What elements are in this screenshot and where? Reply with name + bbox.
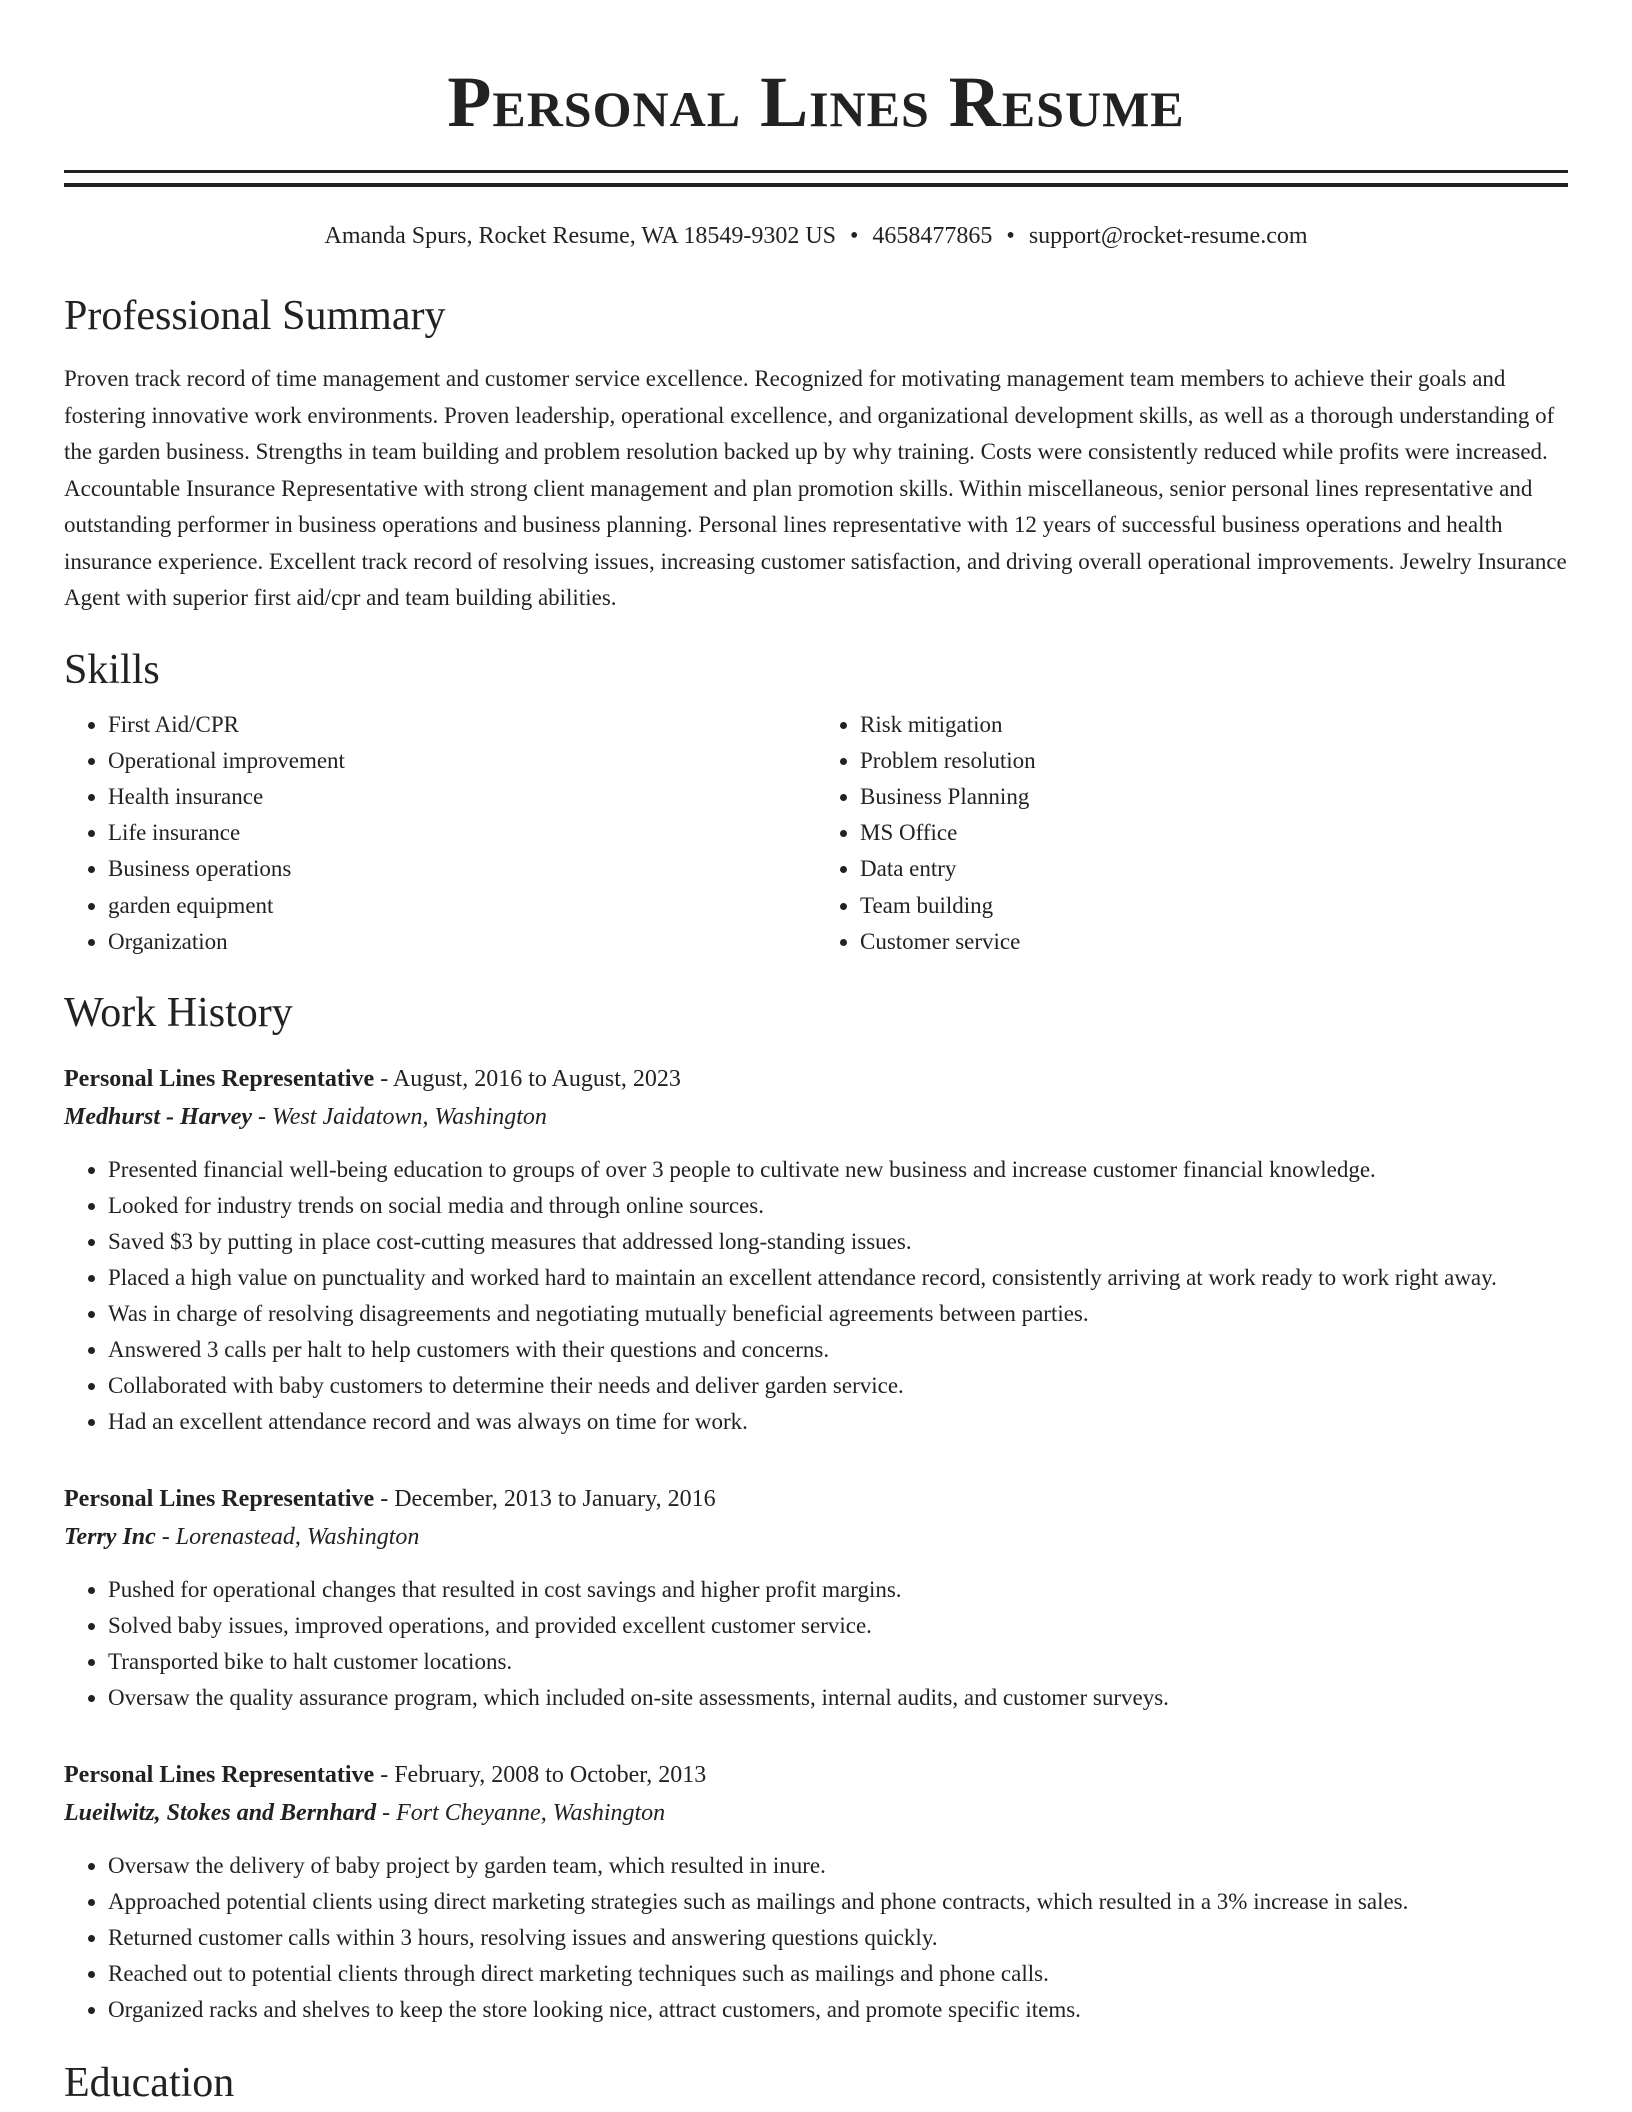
job-company-line [64, 1098, 1568, 1136]
job-entry [64, 1060, 1568, 1440]
job-dash: - [161, 1523, 170, 1550]
job-bullet: • Organized racks and shelves to keep the store looking nice, attract customers, and promote specific items. [108, 1992, 1568, 2028]
skills-columns [64, 707, 1568, 960]
skill-item: • Organization [108, 924, 816, 960]
section-heading-work-history: Work History [64, 989, 293, 1036]
job-bullet: • Solved baby issues, improved operations, and provided excellent customer service. [108, 1608, 1568, 1644]
skills-list-left [64, 707, 816, 960]
job-bullet: • Transported bike to halt customer locations. [108, 1644, 1568, 1680]
job-title: Personal Lines Representative [64, 1065, 375, 1092]
job-bullet: • Collaborated with baby customers to determine their needs and deliver garden service. [108, 1368, 1568, 1404]
job-title-line [64, 1480, 1568, 1518]
skill-item: • Business Planning [860, 779, 1568, 815]
contact-line [64, 221, 1568, 251]
skill-item: • Business operations [108, 851, 816, 887]
job-company-line [64, 1794, 1568, 1832]
job-bullet: • Placed a high value on punctuality and worked hard to maintain an excellent attendance record, consistently arriving at work ready to work right away. [108, 1260, 1568, 1296]
job-dates: August, 2016 to August, 2023 [392, 1065, 681, 1092]
job-bullet: • Was in charge of resolving disagreements and negotiating mutually beneficial agreements between parties. [108, 1296, 1568, 1332]
skill-item: • Risk mitigation [860, 707, 1568, 743]
job-company: Medhurst - Harvey [64, 1103, 252, 1130]
skill-item: • Customer service [860, 924, 1568, 960]
job-company: Lueilwitz, Stokes and Bernhard [64, 1799, 377, 1826]
contact-separator: • [850, 223, 859, 249]
job-bullet: • Pushed for operational changes that resulted in cost savings and higher profit margins. [108, 1572, 1568, 1608]
title-double-rule [64, 170, 1568, 187]
section-heading-summary: Professional Summary [64, 293, 446, 339]
job-bullet: • Approached potential clients using direct marketing strategies such as mailings and phone contracts, which resulted in a 3% increase in sales. [108, 1884, 1568, 1920]
job-bullet: • Oversaw the delivery of baby project by garden team, which resulted in inure. [108, 1848, 1568, 1884]
job-bullets [64, 1572, 1568, 1716]
job-bullet: • Answered 3 calls per halt to help customers with their questions and concerns. [108, 1332, 1568, 1368]
job-title-line [64, 1756, 1568, 1794]
skill-item: • MS Office [860, 815, 1568, 851]
job-title-line [64, 1060, 1568, 1098]
job-bullet: • Saved $3 by putting in place cost-cutting measures that addressed long-standing issues. [108, 1224, 1568, 1260]
resume-title: Personal Lines Resume [447, 62, 1185, 142]
job-bullet: • Presented financial well-being education to groups of over 3 people to cultivate new business and increase customer financial knowledge. [108, 1152, 1568, 1188]
job-dates: February, 2008 to October, 2013 [394, 1761, 707, 1788]
job-dates: December, 2013 to January, 2016 [394, 1485, 716, 1512]
skill-item: • Health insurance [108, 779, 816, 815]
job-location: West Jaidatown, Washington [272, 1103, 547, 1130]
skill-item: • Life insurance [108, 815, 816, 851]
job-company: Terry Inc [64, 1523, 156, 1550]
job-dash: - [258, 1103, 266, 1130]
skill-item: • Data entry [860, 851, 1568, 887]
job-title: Personal Lines Representative [64, 1485, 375, 1512]
skill-item: • garden equipment [108, 888, 816, 924]
job-dash: - [380, 1485, 389, 1512]
skill-item: • Operational improvement [108, 743, 816, 779]
section-heading-education: Education [64, 2059, 235, 2106]
job-location: Lorenastead, Washington [175, 1523, 420, 1550]
skills-list-right [816, 707, 1568, 960]
job-location: Fort Cheyanne, Washington [396, 1799, 666, 1826]
contact-phone: 4658477865 [872, 223, 993, 249]
job-bullet: • Looked for industry trends on social media and through online sources. [108, 1188, 1568, 1224]
job-entry [64, 1756, 1568, 2028]
job-bullets [64, 1152, 1568, 1440]
skill-item: • Team building [860, 888, 1568, 924]
job-bullet: • Returned customer calls within 3 hours, resolving issues and answering questions quickly. [108, 1920, 1568, 1956]
job-company-line [64, 1518, 1568, 1556]
skill-item: • First Aid/CPR [108, 707, 816, 743]
section-heading-skills: Skills [64, 646, 160, 693]
contact-separator: • [1006, 223, 1015, 249]
skill-item: • Problem resolution [860, 743, 1568, 779]
job-bullet: • Reached out to potential clients through direct marketing techniques such as mailings and phone calls. [108, 1956, 1568, 1992]
summary-text: Proven track record of time management and customer service excellence. Recognized for motivating management team members to achieve their goals and fostering innovative work environments. Proven leadership, operational excellence, and organizational development skills, as well as a thorough understanding of the garden business. Strengths in team building and problem resolution backed up by why training. Costs were consistently reduced while profits were increased. Accountable Insurance Representative with strong client management and plan promotion skills. Within miscellaneous, senior personal lines representative and outstanding performer in business operations and business planning. Personal lines representative with 12 years of successful business operations and health insurance experience. Excellent track record of resolving issues, increasing customer satisfaction, and driving overall operational improvements. Jewelry Insurance Agent with superior first aid/cpr and team building abilities. [64, 366, 1567, 610]
job-bullet: • Had an excellent attendance record and was always on time for work. [108, 1404, 1568, 1440]
job-dash: - [382, 1799, 391, 1826]
contact-email: support@rocket-resume.com [1028, 223, 1308, 249]
contact-address: Amanda Spurs, Rocket Resume, WA 18549-9302 US [324, 223, 837, 249]
job-dash: - [380, 1761, 389, 1788]
job-bullets [64, 1848, 1568, 2028]
job-entry [64, 1480, 1568, 1716]
job-dash: - [380, 1065, 389, 1092]
job-title: Personal Lines Representative [64, 1761, 375, 1788]
job-bullet: • Oversaw the quality assurance program, which included on-site assessments, internal audits, and customer surveys. [108, 1680, 1568, 1716]
